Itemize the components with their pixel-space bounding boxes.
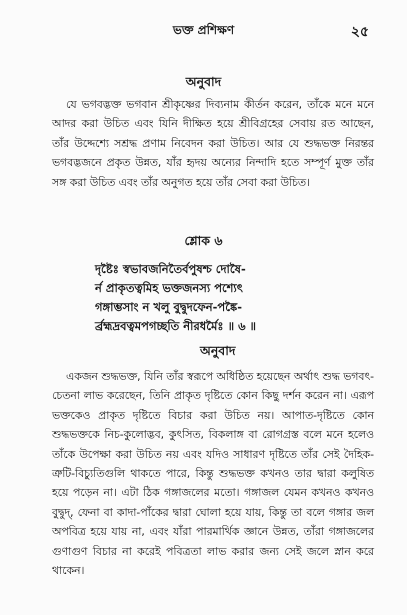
translation-paragraph-1: যে ভগবদ্ভক্ত ভগবান শ্রীকৃষ্ণের দিব্যনাম কীর্তন করেন, তাঁকে মনে মনে আদর করা উচিত এবং যিনি দীক্ষিত হয়ে শ্রীবিগ্রহের সেবায় রত আছেন, তাঁর উদ্দেশ্যে সশ্রদ্ধ প্রণাম নিবেদন করা উচিত। আর যে শুদ্ধভক্ত নিরন্তর ভগবদ্ভজনে প্রকৃত উন্নত, যাঁর হৃদয় অন্যের নিন্দাদি হতে সম্পূর্ণ মুক্ত তাঁর সঙ্গ করা উচিত এবং তাঁর অনুগত হয়ে তাঁর সেবা করা উচিত। xyxy=(52,98,374,189)
verse-line: র্ব্রহ্মদ্রবত্বমপগচ্ছতি নীরধর্মৈঃ ॥ ৬ ॥ xyxy=(95,319,257,333)
page-number: ২৫ xyxy=(350,24,369,40)
verse-heading: শ্লোক ৬ xyxy=(184,233,223,248)
verse-line: গঙ্গাম্ভসাং ন খলু বুদ্বুদফেন-পঙ্কৈ- xyxy=(95,300,243,314)
running-title: ভক্ত প্রশিক্ষণ xyxy=(172,23,235,37)
translation-paragraph-2: একজন শুদ্ধভক্ত, যিনি তাঁর স্বরূপে অধিষ্ঠিত হয়েছেন অর্থাৎ শুদ্ধ ভগবৎ-চেতনা লাভ করেছেন, তিনি প্রাকৃত দৃষ্টিতে কোন কিছু দর্শন করেন না। এরূপ ভক্তকেও প্রাকৃত দৃষ্টিতে বিচার করা উচিত নয়। আপাত-দৃষ্টিতে কোন শুদ্ধভক্তকে নিচ-কুলোদ্ভব, কুৎসিত, বিকলাঙ্গ বা রোগগ্রস্ত বলে মনে হলেও তাঁকে উপেক্ষা করা উচিত নয় এবং যদিও সাধারণ দৃষ্টিতে তাঁর সেই দৈহিক-ত্রুটি-বিচ্যুতিগুলি থাকতে পারে, কিন্তু শুদ্ধভক্ত কখনও তার দ্বারা কলুষিত হয়ে পড়েন না। এটা ঠিক গঙ্গাজলের মতো। গঙ্গাজল যেমন কখনও কখনও বুদ্বুদ্, ফেনা বা কাদা-পাঁকের দ্বারা ঘোলা হয়ে যায়, কিন্তু তা বলে গঙ্গার জল অপবিত্র হয়ে যায় না, এবং যাঁরা পারমার্থিক জ্ঞানে উন্নত, তাঁরা গঙ্গাজলের গুণাগুণ বিচার না করেই পবিত্রতা লাভ করার জন্য সেই জলে স্নান করে থাকেন। xyxy=(52,370,374,578)
verse-line: র্ন প্রাকৃতত্বমিহ ভক্তজনস্য পশ্যেৎ xyxy=(95,281,243,295)
book-page: ভক্ত প্রশিক্ষণ ২৫ অনুবাদ যে ভগবদ্ভক্ত ভগবান শ্রীকৃষ্ণের দিব্যনাম কীর্তন করেন, তাঁকে মনে মনে আদর করা উচিত এবং যিনি দীক্ষিত হয়ে শ্রীবিগ্রহের সেবায় রত আছেন, তাঁর উদ্দেশ্যে সশ্রদ্ধ প্রণাম নিবেদন করা উচিত। আর যে শুদ্ধভক্ত নিরন্তর ভগবদ্ভজনে প্রকৃত উন্নত, যাঁর হৃদয় অন্যের নিন্দাদি হতে সম্পূর্ণ মুক্ত তাঁর সঙ্গ করা উচিত এবং তাঁর অনুগত হয়ে তাঁর সেবা করা উচিত। শ্লোক ৬ দৃষ্টৈঃ স্বভাবজনিতৈর্বপুষশ্চ দোষৈ- র্ন প্রাকৃতত্বমিহ ভক্তজনস্য পশ্যেৎ গঙ্গাম্ভসাং ন খলু বুদ্বুদফেন-পঙ্কৈ- র্ব্রহ্মদ্রবত্বমপগচ্ছতি নীরধর্মৈঃ ॥ ৬ ॥ অনুবাদ একজন শুদ্ধভক্ত, যিনি তাঁর স্বরূপে অধিষ্ঠিত হয়েছেন অর্থাৎ শুদ্ধ ভগবৎ-চেতনা লাভ করেছেন, তিনি প্রাকৃত দৃষ্টিতে কোন কিছু দর্শন করেন না। এরূপ ভক্তকেও প্রাকৃত দৃষ্টিতে বিচার করা উচিত নয়। আপাত-দৃষ্টিতে কোন শুদ্ধভক্তকে নিচ-কুলোদ্ভব, কুৎসিত, বিকলাঙ্গ বা রোগগ্রস্ত বলে মনে হলেও তাঁকে উপেক্ষা করা উচিত নয় এবং যদিও সাধারণ দৃষ্টিতে তাঁর সেই দৈহিক-ত্রুটি-বিচ্যুতিগুলি থাকতে পারে, কিন্তু শুদ্ধভক্ত কখনও তার দ্বারা কলুষিত হয়ে পড়েন না। এটা ঠিক গঙ্গাজলের মতো। গঙ্গাজল যেমন কখনও কখনও বুদ্বুদ্, ফেনা বা কাদা-পাঁকের দ্বারা ঘোলা হয়ে যায়, কিন্তু তা বলে গঙ্গার জল অপবিত্র হয়ে যায় না, এবং যাঁরা পারমার্থিক জ্ঞানে উন্নত, তাঁরা গঙ্গাজলের গুণাগুণ বিচার না করেই পবিত্রতা লাভ করার জন্য সেই জলে স্নান করে থাকেন। xyxy=(0,0,407,615)
translation-heading-1: অনুবাদ xyxy=(185,74,222,89)
verse-block xyxy=(95,260,365,336)
verse-line: দৃষ্টৈঃ স্বভাবজনিতৈর্বপুষশ্চ দোষৈ- xyxy=(95,262,246,276)
